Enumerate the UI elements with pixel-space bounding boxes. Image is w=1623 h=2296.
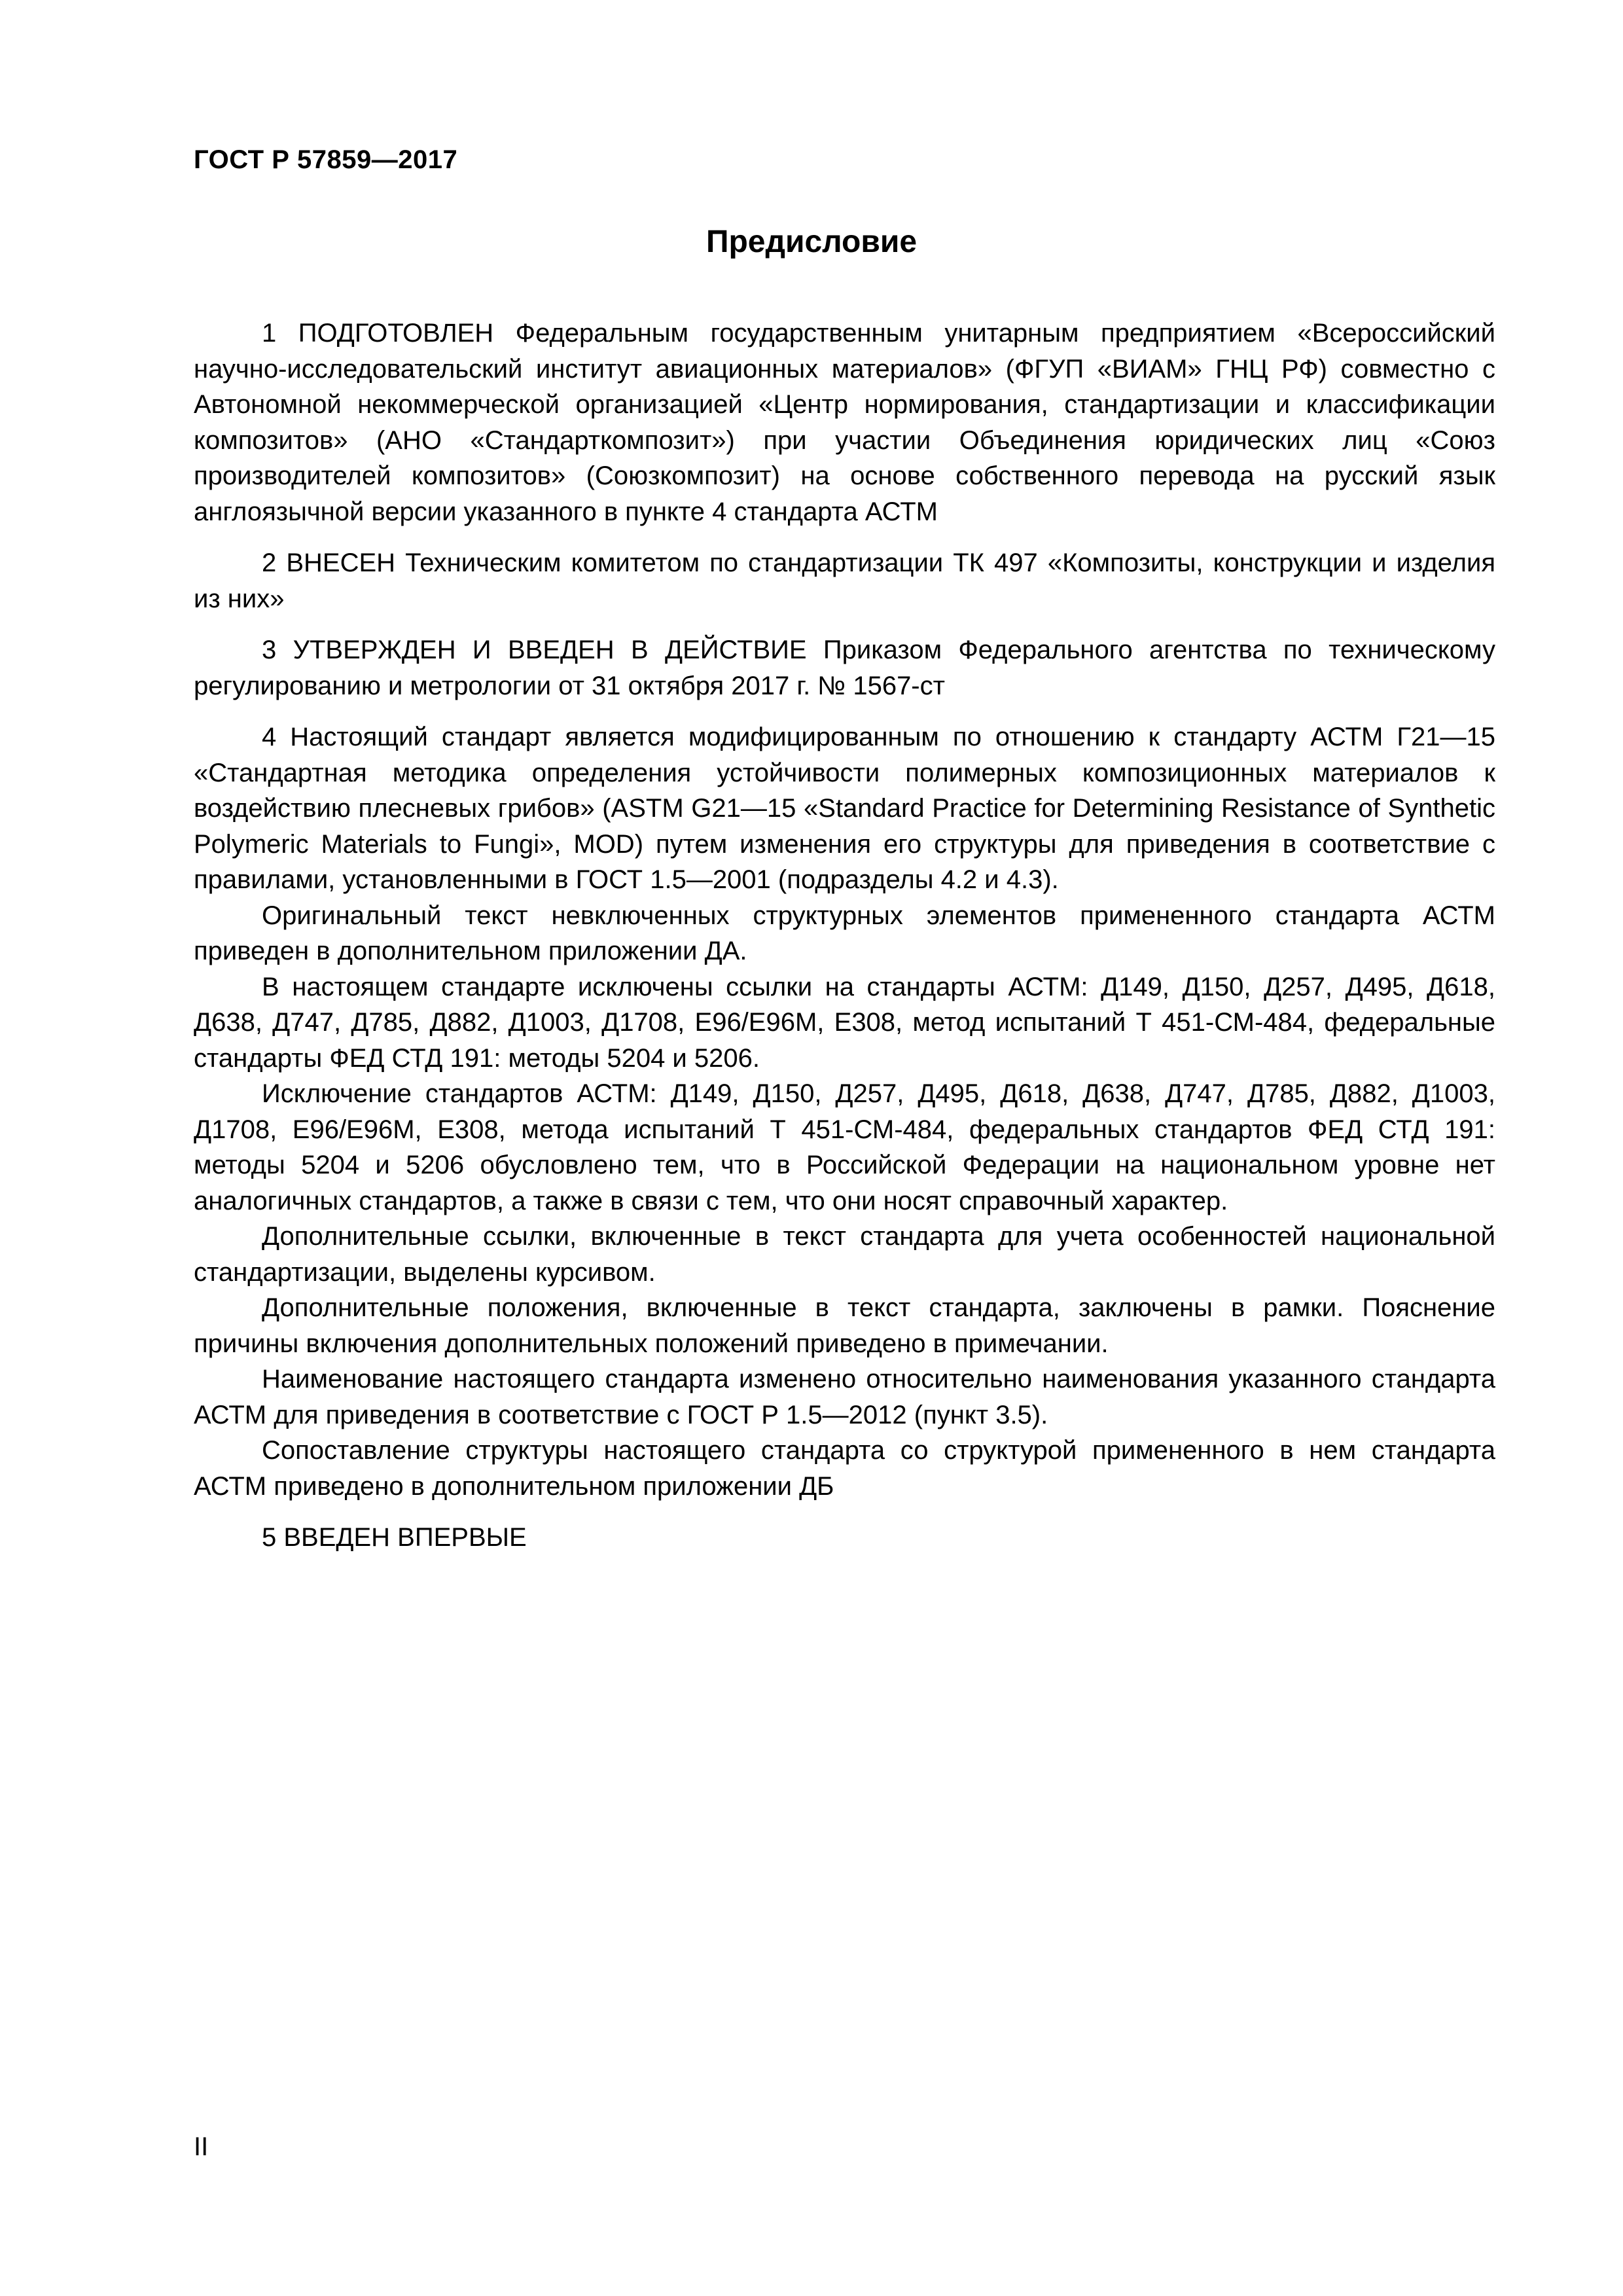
- foreword-body: [194, 315, 1495, 1556]
- paragraph-3-approved: 3 УТВЕРЖДЕН И ВВЕДЕН В ДЕЙСТВИЕ Приказом Федерального агентства по техническому регулированию и метрологии от 31 октября 2017 г. № 1567-ст: [194, 636, 1495, 700]
- page-title: Предисловие: [705, 224, 918, 259]
- paragraph-4-exclusion-reason: Исключение стандартов АСТМ: Д149, Д150, Д257, Д495, Д618, Д638, Д747, Д785, Д882, Д1003, Д1708, Е96/Е96М, Е308, метода испытаний Т 451-СМ-484, федеральных стандартов ФЕД СТД 191: методы 5204 и 5206 обусловлено тем, что в Российской Федерации на национальном уровне нет аналогичных стандартов, а также в связи с тем, что они носят справочный характер.: [194, 1079, 1495, 1215]
- paragraph-4-modified-standard: 4 Настоящий стандарт является модифицированным по отношению к стандарту АСТМ Г21—15 «Стандартная методика определения устойчивости полимерных композиционных материалов к воздействию плесневых грибов» (ASTM G21—15 «Standard Practice for Determining Resistance of Synthetic Polymeric Materials to Fungi», MOD) путем изменения его структуры для приведения в соответствие с правилами, установленными в ГОСТ 1.5—2001 (подразделы 4.2 и 4.3).: [194, 723, 1495, 894]
- paragraph-4-excluded-refs: В настоящем стандарте исключены ссылки на стандарты АСТМ: Д149, Д150, Д257, Д495, Д618, Д638, Д747, Д785, Д882, Д1003, Д1708, Е96/Е96М, Е308, метод испытаний Т 451-СМ-484, федеральные стандарты ФЕД СТД 191: методы 5204 и 5206.: [194, 972, 1495, 1073]
- paragraph-1-prepared: 1 ПОДГОТОВЛЕН Федеральным государственным унитарным предприятием «Всероссийский научно-исследовательский институт авиационных материалов» (ФГУП «ВИАМ» ГНЦ РФ) совместно с Автономной некоммерческой организацией «Центр нормирования, стандартизации и классификации композитов» (АНО «Стандарткомпозит») при участии Объединения юридических лиц «Союз производителей композитов» (Союзкомпозит) на основе собственного перевода на русский язык англоязычной версии указанного в пункте 4 стандарта АСТМ: [194, 319, 1495, 526]
- paragraph-5-first-introduced: 5 ВВЕДЕН ВПЕРВЫЕ: [262, 1523, 527, 1552]
- paragraph-4-framed-provisions: Дополнительные положения, включенные в текст стандарта, заключены в рамки. Пояснение причины включения дополнительных положений приведено в примечании.: [194, 1293, 1495, 1358]
- paragraph-4-italic-refs: Дополнительные ссылки, включенные в текст стандарта для учета особенностей национальной стандартизации, выделены курсивом.: [194, 1222, 1495, 1287]
- paragraph-2-introduced: 2 ВНЕСЕН Техническим комитетом по стандартизации ТК 497 «Композиты, конструкции и изделия из них»: [194, 548, 1495, 613]
- paragraph-4-structure-comparison: Сопоставление структуры настоящего стандарта со структурой примененного в нем стандарта АСТМ приведено в дополнительном приложении ДБ: [194, 1436, 1495, 1501]
- document-standard-id: ГОСТ Р 57859—2017: [194, 145, 458, 174]
- paragraph-4-title-change: Наименование настоящего стандарта изменено относительно наименования указанного стандарта АСТМ для приведения в соответствие с ГОСТ Р 1.5—2012 (пункт 3.5).: [194, 1365, 1495, 1429]
- paragraph-4-original-text: Оригинальный текст невключенных структурных элементов примененного стандарта АСТМ приведен в дополнительном приложении ДА.: [194, 901, 1495, 965]
- page-number: II: [194, 2132, 209, 2161]
